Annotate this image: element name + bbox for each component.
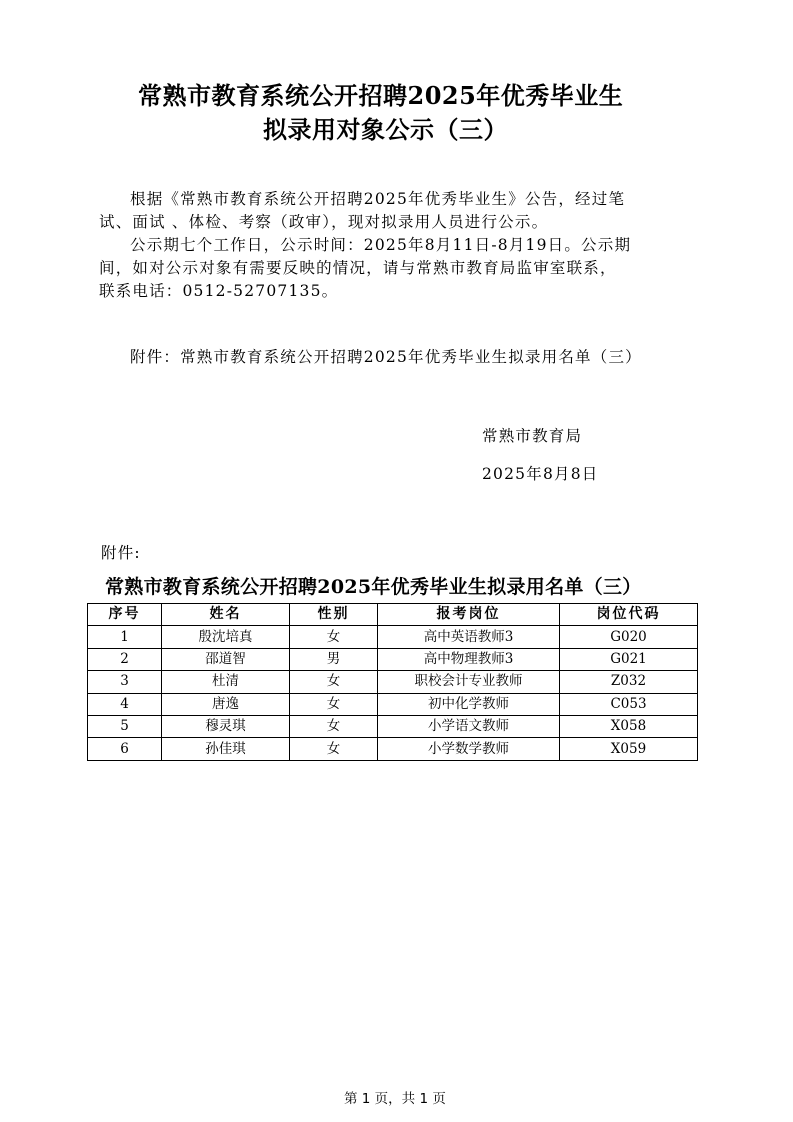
cell-name: 杜清 <box>162 671 290 693</box>
cell-index: 6 <box>88 738 162 760</box>
cell-name: 穆灵琪 <box>162 715 290 737</box>
cell-position-code: G020 <box>560 626 698 648</box>
cell-position: 高中英语教师3 <box>378 626 560 648</box>
page-title-line2: 拟录用对象公示（三） <box>263 115 508 144</box>
cell-index: 4 <box>88 693 162 715</box>
table-row <box>88 738 698 760</box>
cell-position: 职校会计专业教师 <box>378 671 560 693</box>
cell-position: 小学数学教师 <box>378 738 560 760</box>
cell-position-code: C053 <box>560 693 698 715</box>
cell-index: 3 <box>88 671 162 693</box>
cell-position-code: X059 <box>560 738 698 760</box>
cell-gender: 女 <box>290 626 378 648</box>
cell-name: 孙佳琪 <box>162 738 290 760</box>
cell-position-code: G021 <box>560 648 698 670</box>
paragraph-1-line-1: 根据《常熟市教育系统公开招聘2025年优秀毕业生》公告，经过笔 <box>130 190 626 208</box>
cell-index: 5 <box>88 715 162 737</box>
cell-position: 小学语文教师 <box>378 715 560 737</box>
header-index: 序号 <box>88 604 162 626</box>
table-row <box>88 671 698 693</box>
header-gender: 性别 <box>290 604 378 626</box>
cell-gender: 女 <box>290 715 378 737</box>
cell-position-code: X058 <box>560 715 698 737</box>
annex-label: 附件: <box>101 544 141 562</box>
header-name: 姓名 <box>162 604 290 626</box>
paragraph-2-line-1: 公示期七个工作日，公示时间：2025年8月11日-8月19日。公示期 <box>130 236 632 254</box>
paragraph-2-line-2: 间，如对公示对象有需要反映的情况，请与常熟市教育局监审室联系， <box>99 259 617 277</box>
paragraph-2-line-3: 联系电话：0512-52707135。 <box>99 282 339 300</box>
table-row <box>88 626 698 648</box>
cell-gender: 女 <box>290 693 378 715</box>
cell-gender: 女 <box>290 671 378 693</box>
annex-title: 常熟市教育系统公开招聘2025年优秀毕业生拟录用名单（三） <box>105 576 642 598</box>
table-row <box>88 648 698 670</box>
cell-position: 高中物理教师3 <box>378 648 560 670</box>
cell-name: 殷沈培真 <box>162 626 290 648</box>
header-position: 报考岗位 <box>378 604 560 626</box>
cell-position-code: Z032 <box>560 671 698 693</box>
cell-index: 2 <box>88 648 162 670</box>
cell-name: 邵道智 <box>162 648 290 670</box>
signature-org: 常熟市教育局 <box>482 427 583 445</box>
signature-date: 2025年8月8日 <box>482 465 599 483</box>
cell-name: 唐逸 <box>162 693 290 715</box>
table-row <box>88 715 698 737</box>
page-footer: 第 1 页，共 1 页 <box>344 1091 446 1107</box>
page-title-line1: 常熟市教育系统公开招聘2025年优秀毕业生 <box>138 81 624 110</box>
candidate-table <box>87 603 698 761</box>
cell-gender: 男 <box>290 648 378 670</box>
paragraph-1-line-2: 试、面试 、体检、考察（政审），现对拟录用人员进行公示。 <box>99 213 549 231</box>
cell-gender: 女 <box>290 738 378 760</box>
table-row <box>88 693 698 715</box>
cell-index: 1 <box>88 626 162 648</box>
attachment-note: 附件：常熟市教育系统公开招聘2025年优秀毕业生拟录用名单（三） <box>130 348 642 366</box>
header-position-code: 岗位代码 <box>560 604 698 626</box>
table-header-row <box>88 604 698 626</box>
cell-position: 初中化学教师 <box>378 693 560 715</box>
